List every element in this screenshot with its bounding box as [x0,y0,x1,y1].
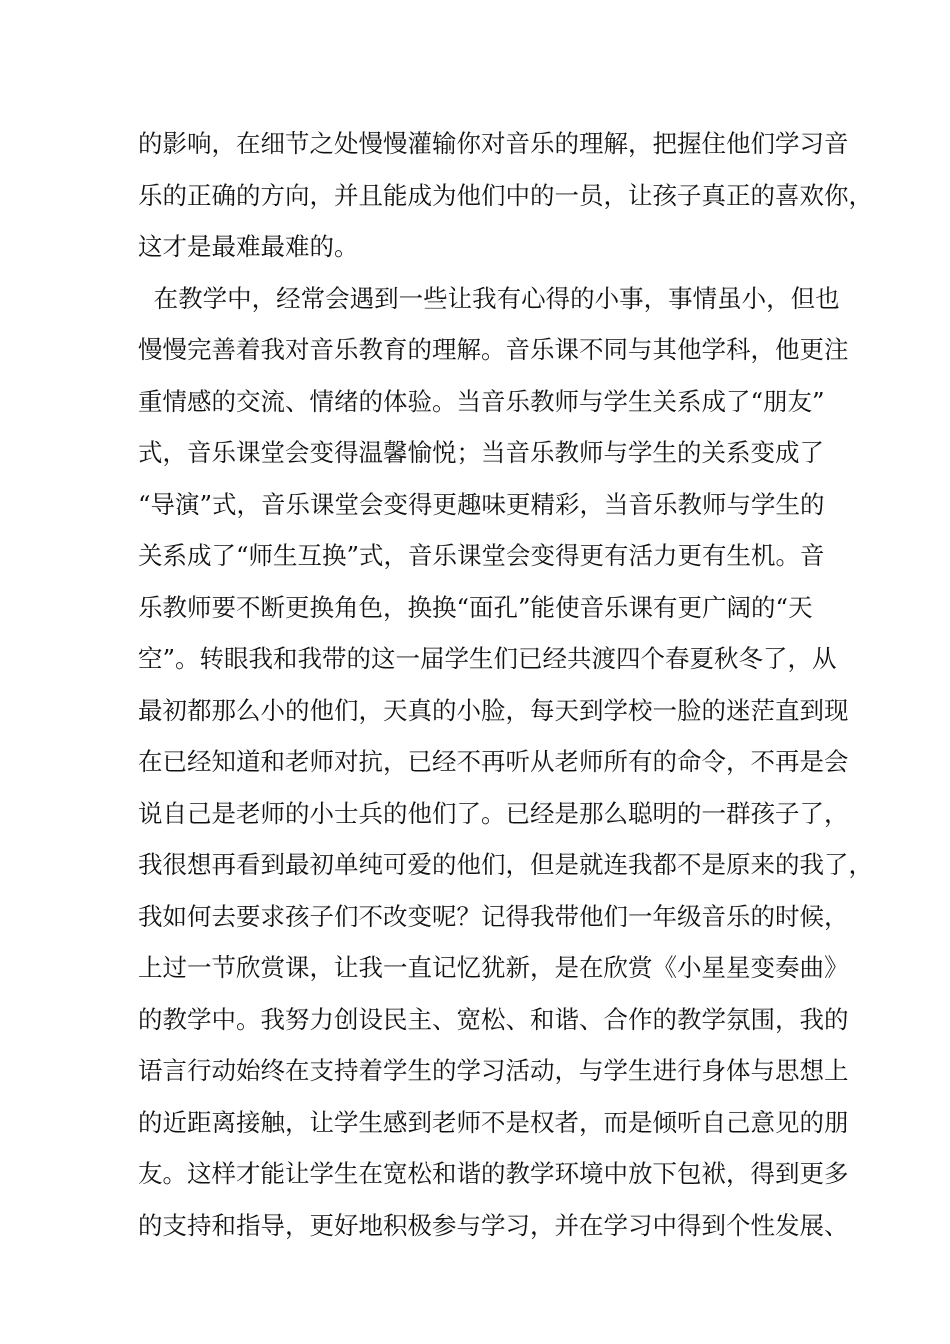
text-line: 最初都那么小的他们，天真的小脸，每天到学校一脸的迷茫直到现 [138,695,849,725]
text-line: 说自己是老师的小士兵的他们了。已经是那么聪明的一群孩子了， [138,798,849,828]
text-line: 的影响，在细节之处慢慢灌输你对音乐的理解，把握住他们学习音 [138,129,849,158]
text-line: 重情感的交流、情绪的体验。当音乐教师与学生关系成了“朋友” [138,386,825,416]
text-line: 关系成了“师生互换”式，音乐课堂会变得更有活力更有生机。音 [138,541,825,570]
body-text [138,118,873,1251]
text-line: 的近距离接触，让学生感到老师不是权者，而是倾听自己意见的朋 [138,1107,849,1137]
text-line: 在已经知道和老师对抗，已经不再听从老师所有的命令，不再是会 [138,747,849,776]
text-line: 我很想再看到最初单纯可爱的他们，但是就连我都不是原来的我了， [138,850,873,879]
text-line: 的教学中。我努力创设民主、宽松、和谐、合作的教学氛围，我的 [138,1004,849,1034]
text-line: 式，音乐课堂会变得温馨愉悦；当音乐教师与学生的关系变成了 [138,438,824,467]
text-line: 乐的正确的方向，并且能成为他们中的一员，让孩子真正的喜欢你， [138,180,873,210]
text-line: 在教学中，经常会遇到一些让我有心得的小事，事情虽小，但也 [138,283,840,313]
text-line: “导演”式，音乐课堂会变得更趣味更精彩，当音乐教师与学生的 [138,489,825,519]
text-line: 上过一节欣赏课，让我一直记忆犹新，是在欣赏《小星星变奏曲》 [138,953,849,982]
text-line: 友。这样才能让学生在宽松和谐的教学环境中放下包袱，得到更多 [138,1159,849,1188]
text-line: 慢慢完善着我对音乐教育的理解。音乐课不同与其他学科，他更注 [138,335,849,364]
text-line: 我如何去要求孩子们不改变呢？记得我带他们一年级音乐的时候， [138,901,849,931]
text-line: 的支持和指导，更好地积极参与学习，并在学习中得到个性发展、 [138,1210,849,1240]
text-line: 这才是最难最难的。 [138,232,359,261]
text-line: 空”。转眼我和我带的这一届学生们已经共渡四个春夏秋冬了，从 [138,644,837,673]
text-line: 乐教师要不断更换角色，换换“面孔”能使音乐课有更广阔的“天 [138,592,813,622]
text-line: 语言行动始终在支持着学生的学习活动，与学生进行身体与思想上 [138,1056,849,1085]
